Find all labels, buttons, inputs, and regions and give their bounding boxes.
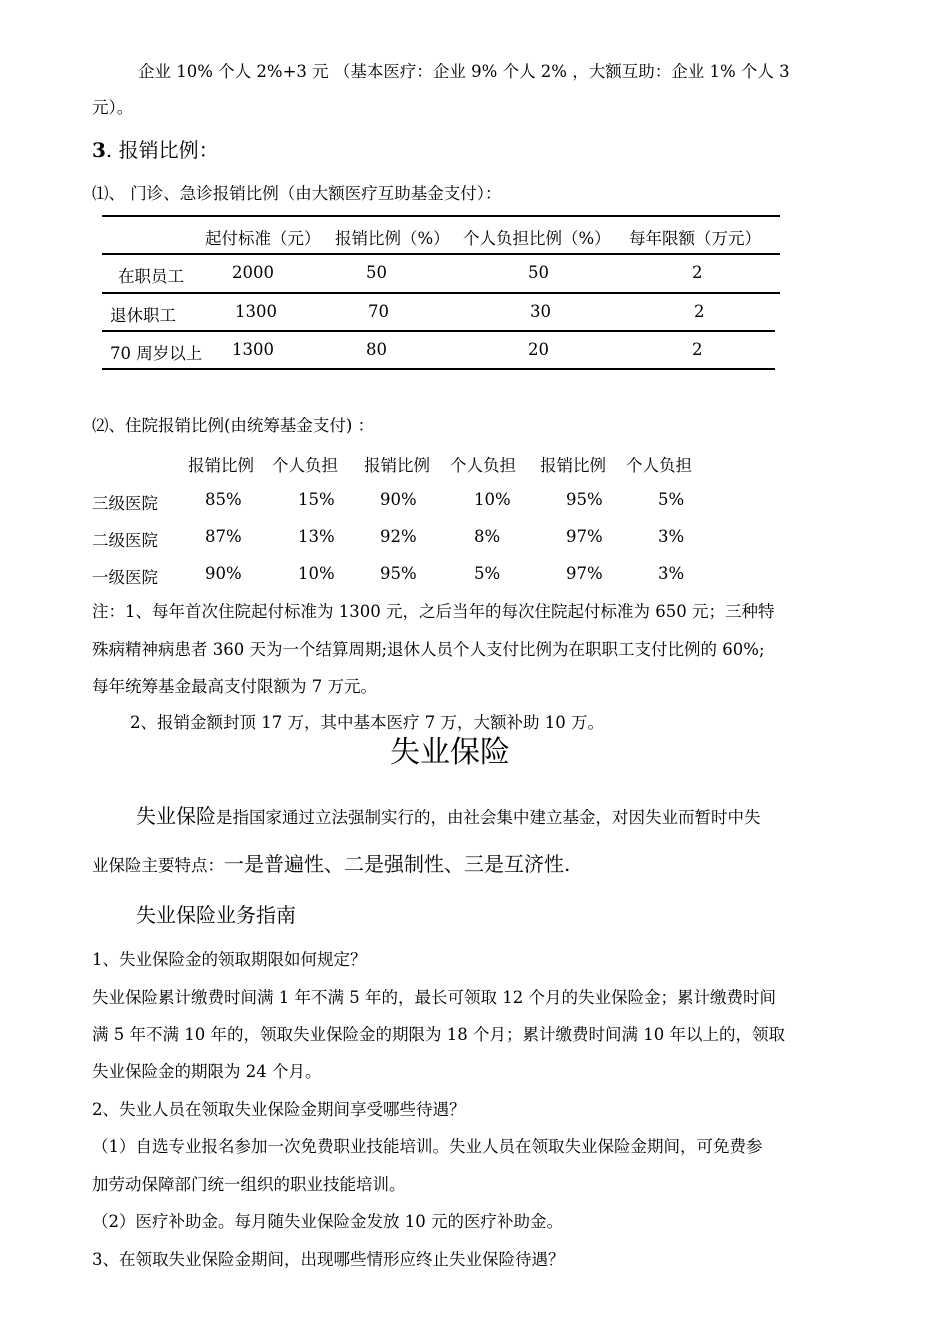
unemployment-features — [92, 852, 570, 876]
header-reimburse-ratio: 报销比例（%） — [335, 229, 450, 248]
outpatient-subtitle: ⑴、 门诊、急诊报销比例（由大额医疗互助基金支付）： — [92, 184, 502, 203]
table-cell: 10% — [474, 490, 511, 509]
table-cell: 15% — [298, 490, 335, 509]
table-cell: 70 — [368, 302, 389, 321]
question-1: 1、失业保险金的领取期限如何规定？ — [92, 950, 367, 969]
note-line-3: 每年统筹基金最高支付限额为 7 万元。 — [92, 677, 377, 696]
row-label: 在职员工 — [118, 267, 184, 286]
table-cell: 2 — [692, 263, 703, 282]
answer-1-line-3: 失业保险金的期限为 24 个月。 — [92, 1062, 322, 1081]
answer-1-line-1: 失业保险累计缴费时间满 1 年不满 5 年的，最长可领取 12 个月的失业保险金；累计缴费时间 — [92, 988, 776, 1007]
header-reimburse-ratio: 报销比例 — [188, 456, 254, 475]
note-line-4: 2、报销金额封顶 17 万，其中基本医疗 7 万，大额补助 10 万。 — [130, 713, 604, 732]
table-cell: 50 — [528, 263, 549, 282]
table-cell: 87% — [205, 527, 242, 546]
table-cell: 97% — [566, 527, 603, 546]
row-label: 70 周岁以上 — [110, 344, 203, 363]
table-cell: 30 — [530, 302, 551, 321]
header-personal-ratio: 个人负担比例（%） — [463, 229, 611, 248]
table-cell: 85% — [205, 490, 242, 509]
table-cell: 5% — [658, 490, 685, 509]
row-label: 二级医院 — [92, 531, 158, 550]
section-3-heading — [92, 138, 219, 162]
table-rule — [102, 292, 780, 294]
intro-term: 失业保险 — [136, 804, 216, 828]
table-cell: 90% — [205, 564, 242, 583]
table-cell: 1300 — [235, 302, 277, 321]
answer-2-line-2: 加劳动保障部门统一组织的职业技能培训。 — [92, 1175, 406, 1194]
header-reimburse-ratio: 报销比例 — [540, 456, 606, 475]
guide-title: 失业保险业务指南 — [136, 903, 296, 927]
header-personal-share: 个人负担 — [450, 456, 516, 475]
table-cell: 3% — [658, 564, 685, 583]
row-label: 退休职工 — [110, 306, 176, 325]
features-list: 一是普遍性、二是强制性、三是互济性. — [224, 852, 571, 876]
table-cell: 2 — [692, 340, 703, 359]
answer-1-line-2: 满 5 年不满 10 年的，领取失业保险金的期限为 18 个月；累计缴费时间满 10 年以上的，领取 — [92, 1025, 785, 1044]
table-rule — [102, 253, 780, 255]
contribution-line-2: 元）。 — [92, 98, 134, 117]
table-rule — [102, 368, 775, 370]
table-cell: 1300 — [232, 340, 274, 359]
section-3-title: . 报销比例： — [105, 138, 219, 162]
table-cell: 13% — [298, 527, 335, 546]
unemployment-title: 失业保险 — [390, 735, 510, 770]
table-cell: 2000 — [232, 263, 274, 282]
section-3-number: 3 — [92, 138, 106, 162]
header-deductible: 起付标准（元） — [205, 229, 321, 248]
table-cell: 95% — [380, 564, 417, 583]
table-cell: 80 — [366, 340, 387, 359]
question-2: 2、失业人员在领取失业保险金期间享受哪些待遇？ — [92, 1100, 466, 1119]
unemployment-intro — [136, 804, 761, 828]
table-cell: 20 — [528, 340, 549, 359]
header-reimburse-ratio: 报销比例 — [364, 456, 430, 475]
contribution-line-1: 企业 10% 个人 2%+3 元 （基本医疗：企业 9% 个人 2% ，大额互助：企业 1% 个人 3 — [138, 62, 790, 81]
inpatient-subtitle: ⑵、住院报销比例(由统筹基金支付) ： — [92, 416, 375, 435]
table-cell: 50 — [366, 263, 387, 282]
table-cell: 5% — [474, 564, 501, 583]
answer-2-line-3: （2）医疗补助金。每月随失业保险金发放 10 元的医疗补助金。 — [92, 1212, 563, 1231]
answer-2-line-1: （1）自选专业报名参加一次免费职业技能培训。失业人员在领取失业保险金期间，可免费参 — [92, 1137, 763, 1156]
table-cell: 92% — [380, 527, 417, 546]
table-cell: 10% — [298, 564, 335, 583]
table-cell: 97% — [566, 564, 603, 583]
table-cell: 8% — [474, 527, 501, 546]
features-lead: 业保险主要特点： — [92, 856, 224, 875]
note-line-1: 注：1、每年首次住院起付标准为 1300 元，之后当年的每次住院起付标准为 650 元；三种特 — [92, 602, 775, 621]
table-cell: 2 — [694, 302, 705, 321]
table-rule — [102, 215, 780, 217]
row-label: 三级医院 — [92, 494, 158, 513]
table-cell: 95% — [566, 490, 603, 509]
table-rule — [102, 330, 775, 332]
header-annual-limit: 每年限额（万元） — [629, 229, 761, 248]
table-cell: 3% — [658, 527, 685, 546]
header-personal-share: 个人负担 — [272, 456, 338, 475]
question-3: 3、在领取失业保险金期间，出现哪些情形应终止失业保险待遇？ — [92, 1250, 565, 1269]
table-cell: 90% — [380, 490, 417, 509]
row-label: 一级医院 — [92, 568, 158, 587]
intro-rest: 是指国家通过立法强制实行的，由社会集中建立基金，对因失业而暂时中失 — [216, 808, 761, 827]
header-personal-share: 个人负担 — [626, 456, 692, 475]
note-line-2: 殊病精神病患者 360 天为一个结算周期;退休人员个人支付比例为在职职工支付比例的 60%; — [92, 640, 765, 659]
